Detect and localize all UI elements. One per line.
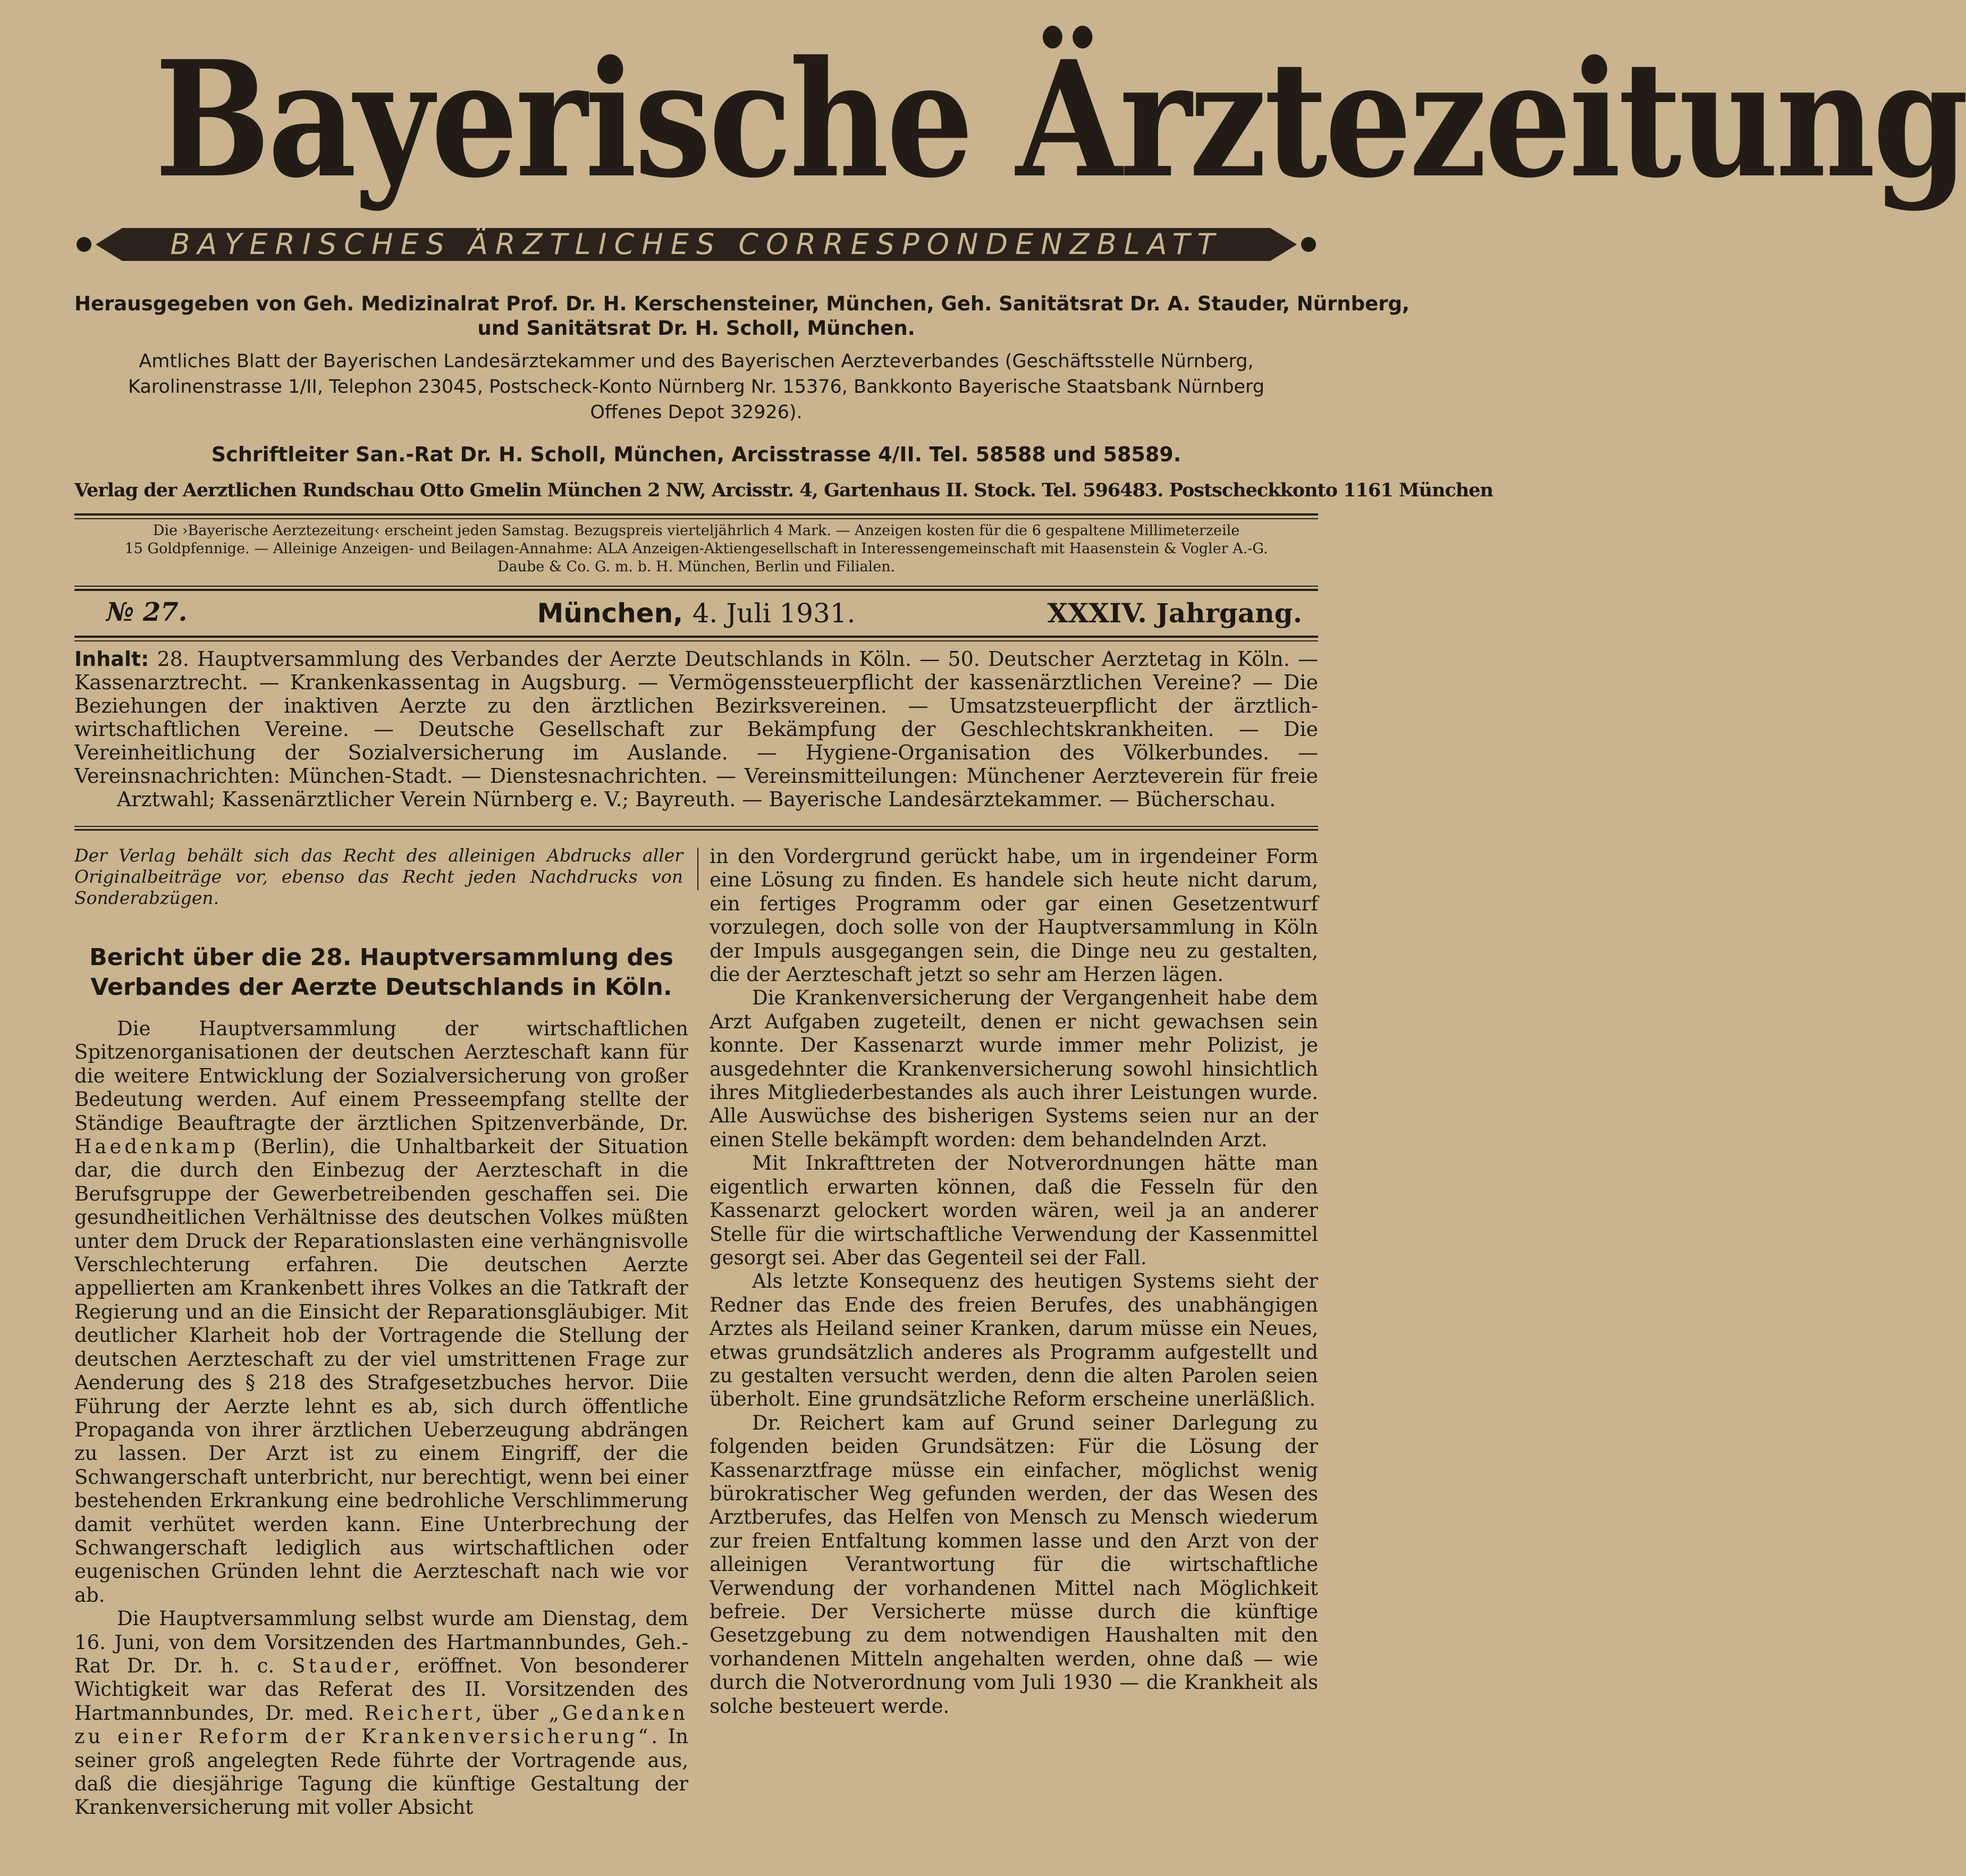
article-paragraph-7: Dr. Reichert kam auf Grund seiner Darlegung zu folgenden beiden Grundsätzen: Für die Lösung der Kassenarztfrage müsse ein einfacher, möglichst wenig bürokratischer Weg gefunden werden, der das Wesen des Arztberufes, das Helfen von Mensch zu Mensch wiederum zur freien Entfaltung kommen lasse und den Arzt von der alleinigen Verantwortung für die wirtschaftliche Verwendung der vorhandenen Mittel nach Möglichkeit befreie. Der Versicherte müsse durch die künftige Gesetzgebung zu dem notwendigen Haushalten mit den vorhandenen Mitteln angehalten werden, ohne daß — wie durch die Notverordnung vom Juli 1930 — die Krankheit als solche besteuert werde.	[710, 1411, 1318, 1718]
rule-2	[74, 518, 1318, 519]
official-line-3: Offenes Depot 32926).	[590, 402, 803, 423]
article-paragraph-1	[74, 1017, 688, 1607]
rule-3	[74, 586, 1318, 587]
p2-text-a: Die Hauptversammlung selbst wurde am Dienstag, dem 16. Juni, von dem Vorsitzenden des Hartmannbundes, Geh.-Rat Dr. Dr. h. c.	[74, 1607, 688, 1677]
issue-number: № 27.	[106, 597, 188, 627]
masthead-banner	[74, 226, 1318, 263]
issue-date: 4. Juli 1931.	[692, 598, 856, 629]
p1-name: Haedenkamp	[74, 1135, 239, 1159]
terms-line-3: Daube & Co. G. m. b. H. München, Berlin und Filialen.	[497, 559, 896, 575]
article-paragraph-4: Die Krankenversicherung der Vergangenheit habe dem Arzt Aufgaben zugeteilt, denen er nicht gewachsen sein konnte. Der Kassenarzt wurde immer mehr Polizist, je ausgedehnter die Krankenversicherung sowohl hinsichtlich ihres Mitgliederbestandes als auch ihrer Leistungen wurde. Alle Auswüchse des bisherigen Systems seien nur an der einen Stelle bekämpft worden: dem behandelnden Arzt.	[710, 986, 1318, 1151]
official-line-1: Amtliches Blatt der Bayerischen Landesärztekammer und des Bayerischen Aerzteverbandes (Geschäftsstelle Nürnberg,	[139, 351, 1254, 372]
article-paragraph-3: in den Vordergrund gerückt habe, um in irgendeiner Form eine Lösung zu finden. Es handele sich heute nicht darum, ein fertiges Programm oder gar einen Gesetzentwurf vorzulegen, doch solle von der Hauptversammlung in Köln der Impuls ausgegangen sein, die Dinge neu zu gestalten, die der Aerzteschaft jetzt so sehr am Herzen lägen.	[710, 845, 1318, 986]
terms-line-2: 15 Goldpfennige. — Alleinige Anzeigen- und Beilagen-Annahme: ALA Anzeigen-Aktiengesellschaft in Interessengemeinschaft mit Haasenstein & Vogler A.-G.	[124, 540, 1268, 557]
rule-1	[74, 513, 1318, 516]
publisher-line: Verlag der Aerztlichen Rundschau Otto Gmelin München 2 NW, Arcisstr. 4, Gartenhaus II. Stock. Tel. 596483. Postscheckkonto 1161 München	[74, 479, 1493, 501]
article-paragraph-6: Als letzte Konsequenz des heutigen Systems sieht der Redner das Ende des freien Berufes, des unabhängigen Arztes als Heiland seiner Kranken, darum müsse ein Neues, etwas grundsätzlich anderes als Programm aufgestellt und zu gestalten versucht werden, denn die alten Parolen seien überholt. Eine grundsätzliche Reform erscheine unerläßlich.	[710, 1270, 1318, 1411]
rule-6	[74, 640, 1318, 641]
article-title: Bericht über die 28. Hauptversammlung des Verbandes der Aerzte Deutschlands in Köln.	[89, 944, 673, 1001]
p2-text-d: . In seiner groß angelegten Rede führte der Vortragende aus, daß die diesjährige Tagung die künftige Gestaltung der Krankenversicherung mit voller Absicht	[74, 1725, 689, 1819]
issue-row	[74, 597, 1318, 635]
contents-text: 28. Hauptversammlung des Verbandes der Aerzte Deutschlands in Köln. — 50. Deutscher Aerztetag in Köln. — Kassenarztrecht. — Krankenkassentag in Augsburg. — Vermögenssteuerpflicht der kassenärztlichen Vereine? — Die Beziehungen der inaktiven Aerzte zu den ärztlichen Bezirksvereinen. — Umsatzsteuerpflicht der ärztlich-wirtschaftlichen Vereine. — Deutsche Gesellschaft zur Bekämpfung der Geschlechtskrankheiten. — Die Vereinheitlichung der Sozialversicherung im Auslande. — Hygiene-Organisation des Völkerbundes. — Vereinsnachrichten: München-Stadt. — Dienstesnachrichten. — Vereinsmitteilungen: Münchener Aerzteverein für freie Arztwahl; Kassenärztlicher Verein Nürnberg e. V.; Bayreuth. — Bayerische Landesärztekammer. — Bücherschau.	[74, 647, 1318, 811]
masthead-subtitle: BAYERISCHES ÄRZTLICHES CORRESPONDENZBLATT	[170, 227, 1222, 261]
issue-place: München,	[537, 598, 684, 629]
notice-divider	[697, 848, 698, 890]
p1-text-a: Die Hauptversammlung der wirtschaftlichen Spitzenorganisationen der deutschen Aerzteschaft kann für die weitere Entwicklung der Sozialversicherung von großer Bedeutung werden. Auf einem Presseempfang stellte der Ständige Beauftragte der ärztlichen Spitzenverbände, Dr.	[74, 1017, 688, 1135]
p1-text-b: (Berlin), die Unhaltbarkeit der Situation dar, die durch den Einbezug der Aerzteschaft in die Berufsgruppe der Gewerbetreibenden geschaffen sei. Die gesundheitlichen Verhältnisse des deutschen Volkes müßten unter dem Druck der Reparationslasten eine verhängnisvolle Verschlechterung erfahren. Die deutschen Aerzte appellierten am Krankenbett ihres Volkes an die Tatkraft der Regierung und an die Einsicht der Reparationsgläubiger. Mit deutlicher Klarheit hob der Vortragende die Stellung der deutschen Aerzteschaft zu der viel umstrittenen Frage zur Aenderung des § 218 des Strafgesetzbuches hervor. Diie Führung der Aerzte lehnt es ab, sich durch öffentliche Propaganda von ihrer ärztlichen Ueberzeugung abdrängen zu lassen. Der Arzt ist zu einem Eingriff, der die Schwangerschaft unterbricht, nur berechtigt, wenn bei einer bestehenden Erkrankung eine bedrohliche Verschlimmerung damit verhütet werden kann. Eine Unterbrechung der Schwangerschaft lediglich aus wirtschaftlichen oder eugenischen Gründen lehnt die Aerzteschaft nach wie vor ab.	[74, 1135, 688, 1607]
rule-5	[74, 636, 1318, 638]
contents-label: Inhalt:	[74, 647, 149, 671]
issue-volume: XXXIV. Jahrgang.	[1047, 597, 1302, 629]
p2-lecture-title: „Gedanken zu einer Reform der Krankenversicherung“	[74, 1701, 688, 1748]
rule-8	[74, 829, 1318, 831]
p2-name-1: Stauder	[292, 1654, 394, 1677]
official-line-2: Karolinenstrasse 1/II, Telephon 23045, Postscheck-Konto Nürnberg Nr. 15376, Bankkonto Bayerische Staatsbank Nürnberg	[128, 376, 1265, 398]
table-of-contents	[74, 647, 1318, 811]
p2-text-c: , über	[475, 1701, 538, 1725]
copyright-notice: Der Verlag behält sich das Recht des alleinigen Abdrucks aller Originalbeiträge vor, ebenso das Recht jeden Nachdrucks von Sonderabzügen.	[74, 845, 683, 908]
right-column	[710, 845, 1318, 1718]
editors-line-2: und Sanitätsrat Dr. H. Scholl, München.	[477, 317, 915, 340]
editors-line-1: Herausgegeben von Geh. Medizinalrat Prof. Dr. H. Kerschensteiner, München, Geh. Sanitätsrat Dr. A. Stauder, Nürnberg,	[74, 292, 1410, 315]
p2-name-2: Reichert	[364, 1701, 476, 1725]
rule-7	[74, 826, 1318, 827]
article-paragraph-2	[74, 1607, 688, 1820]
rule-4	[74, 589, 1318, 591]
left-column	[74, 845, 688, 1820]
editor-in-chief-line: Schriftleiter San.-Rat Dr. H. Scholl, München, Arcisstrasse 4/II. Tel. 58588 und 58589.	[211, 443, 1182, 466]
article-paragraph-5: Mit Inkrafttreten der Notverordnungen hätte man eigentlich erwarten können, daß die Fesseln für den Kassenarzt gelockert worden wären, weil ja an anderer Stelle für die wirtschaftliche Verwendung der Kassenmittel gesorgt sei. Aber das Gegenteil sei der Fall.	[710, 1152, 1318, 1269]
masthead-title: Bayerische Ärztezeitung	[155, 26, 1966, 213]
p2-text-b: , eröffnet. Von besonderer Wichtigkeit war das Referat des II. Vorsitzenden des Hartmannbundes, Dr. med.	[74, 1654, 688, 1725]
terms-line-1: Die ›Bayerische Aerztezeitung‹ erscheint jeden Samstag. Bezugspreis vierteljährlich 4 Mark. — Anzeigen kosten für die 6 gespaltene Millimeterzeile	[153, 522, 1240, 539]
